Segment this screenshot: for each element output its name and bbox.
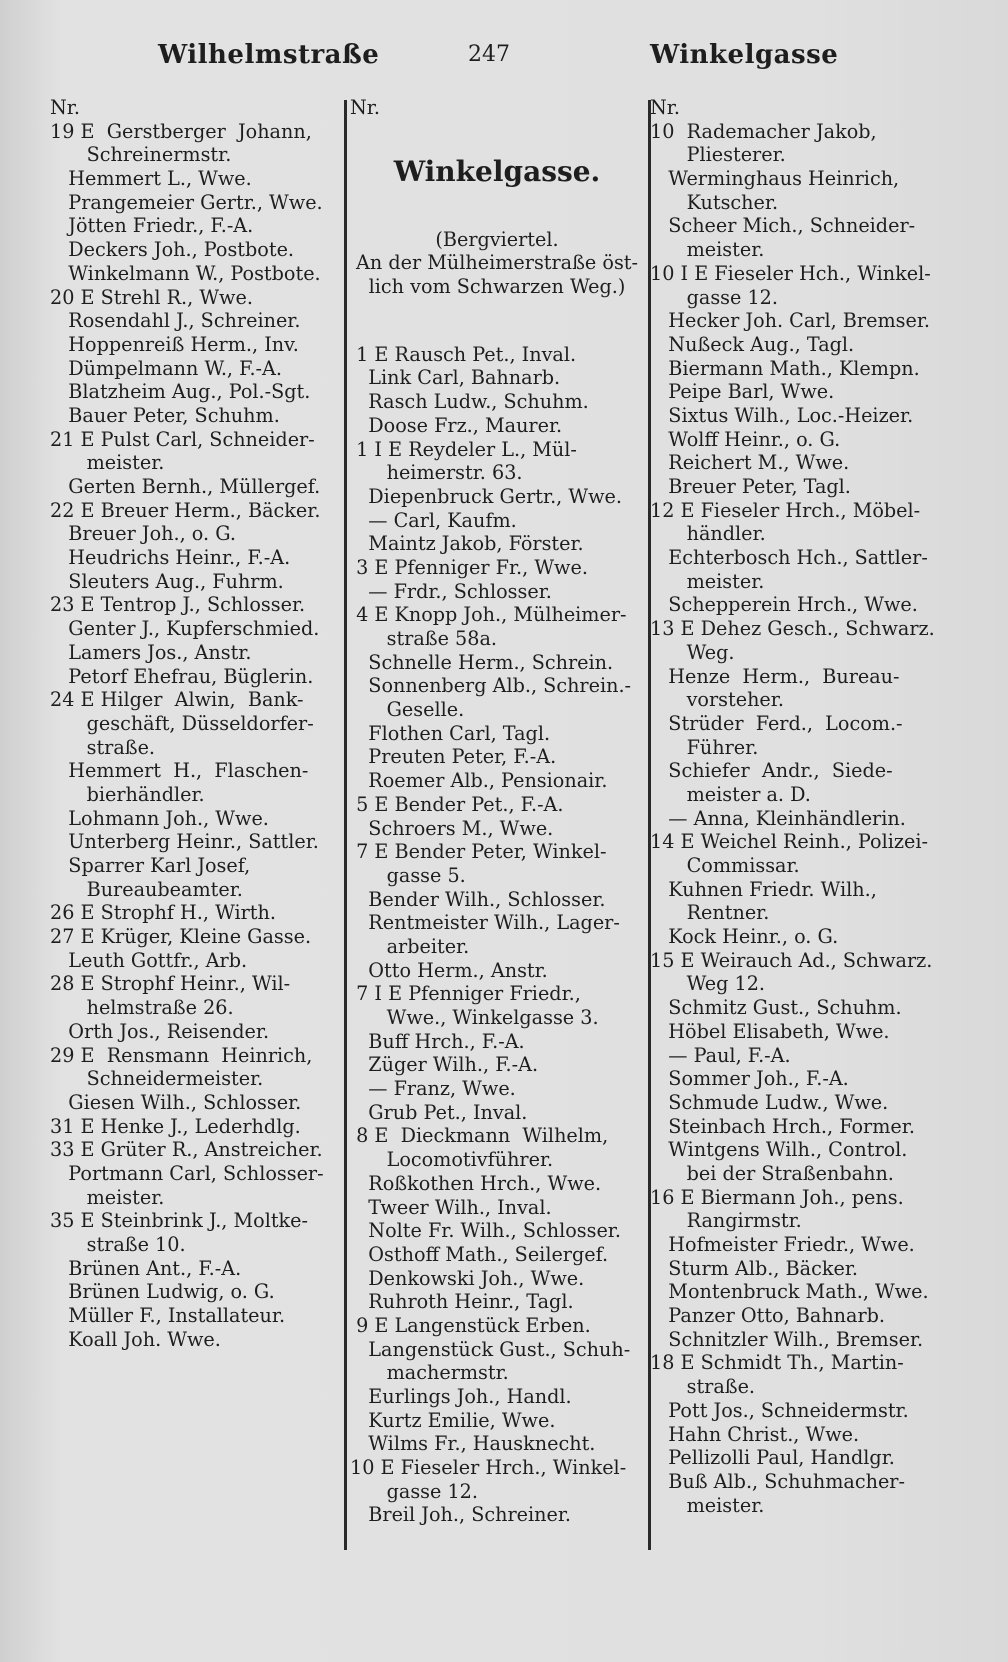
entry-line: gasse 5. [350,863,466,887]
entry-line: Sparrer Karl Josef, [50,854,251,877]
column-rule-left [344,100,347,1550]
entry-line: Sixtus Wilh., Loc.-Heizer. [650,403,914,427]
entry-line: 4 E Knopp Joh., Mülheimer- [350,603,627,627]
entry-line: Langenstück Gust., Schuh- [350,1337,631,1361]
entry-line: Reichert M., Wwe. [650,451,850,475]
entry-line: gasse 12. [650,285,778,309]
entry-line: 19 E Gerstberger Johann, [50,119,312,143]
entry-line: Wolff Heinr., o. G. [650,427,841,451]
entry-line: Denkowski Joh., Wwe. [350,1266,585,1290]
entry-line: Führer. [650,735,759,759]
entry-line: Weg 12. [650,972,766,996]
entry-line: Sleuters Aug., Fuhrm. [50,569,284,593]
entry-line: Gerten Bernh., Müllergef. [50,475,321,498]
entry-line: 33 E Grüter R., Anstreicher. [50,1138,323,1162]
entry-line: 7 I E Pfenniger Friedr., [350,982,581,1006]
entry-line: — Frdr., Schlosser. [350,579,552,603]
column-2 [350,96,644,1527]
entry-line: straße 10. [50,1233,186,1256]
entry-line: Unterberg Heinr., Sattler. [50,830,319,854]
entry-line: Kutscher. [650,190,779,214]
right-running-title: Winkelgasse [650,40,839,70]
entry-line: Deckers Joh., Postbote. [50,238,295,262]
entry-line: Schmude Ludw., Wwe. [650,1090,889,1114]
entry-line: Werminghaus Heinrich, [650,167,900,191]
entry-line: Blatzheim Aug., Pol.-Sgt. [50,380,311,404]
entry-line: Portmann Carl, Schlosser- [50,1161,324,1185]
entry-line: meister. [650,238,765,262]
entry-line: Eurlings Joh., Handl. [350,1385,572,1408]
entry-line: bierhändler. [50,782,205,806]
entry-line: Lamers Jos., Anstr. [50,640,252,664]
entry-line: An der Mülheimerstraße öst- [356,251,638,275]
entry-line: 20 E Strehl R., Wwe. [50,285,253,309]
entry-line: 13 E Dehez Gesch., Schwarz. [650,617,935,641]
entry-line: 16 E Biermann Joh., pens. [650,1185,904,1209]
page-header [0,40,1008,80]
entry-line: Preuten Peter, F.-A. [350,745,557,769]
entry-line: Roemer Alb., Pensionair. [350,769,608,793]
entry-line: Nußeck Aug., Tagl. [650,332,855,356]
entry-line: Genter J., Kupferschmied. [50,617,320,641]
entry-line: Jötten Friedr., F.-A. [50,214,254,238]
entry-line: Lohmann Joh., Wwe. [50,806,269,830]
entry-line: geschäft, Düsseldorfer- [50,711,314,735]
entry-line: 29 E Rensmann Heinrich, [50,1043,313,1067]
entry-line: Sturm Alb., Bäcker. [650,1256,858,1280]
entry-line: helmstraße 26. [50,996,234,1020]
entry-line: Buß Alb., Schuhmacher- [650,1469,905,1493]
entry-line: Henze Herm., Bureau- [650,664,900,688]
entry-line: Hemmert L., Wwe. [50,167,252,191]
entry-line: Roßkothen Hrch., Wwe. [350,1171,602,1195]
entry-line: Doose Frz., Maurer. [350,413,563,437]
entry-line: Flothen Carl, Tagl. [350,721,551,745]
entry-line: Brünen Ant., F.-A. [50,1256,242,1280]
entry-line: — Carl, Kaufm. [350,508,517,532]
entry-line: Breuer Joh., o. G. [50,522,236,546]
entry-line: Petorf Ehefrau, Büglerin. [50,664,314,688]
entry-line: Sonnenberg Alb., Schrein.- [350,674,632,698]
entry-line: Hecker Joh. Carl, Bremser. [650,309,930,333]
entry-line: Winkelmann W., Postbote. [50,261,321,285]
entry-line: Schiefer Andr., Siede- [650,759,893,783]
entry-line: Schepperein Hrch., Wwe. [650,593,918,617]
entry-line: Bauer Peter, Schuhm. [50,403,280,427]
entry-line: Nolte Fr. Wilh., Schlosser. [350,1219,621,1243]
entry-line: machermstr. [350,1361,509,1385]
entry-line: Brünen Ludwig, o. G. [50,1280,275,1304]
entry-line: Diepenbruck Gertr., Wwe. [350,484,622,508]
entry-line: — Franz, Wwe. [350,1077,516,1101]
entry-line: händler. [650,522,766,546]
entry-line: Schnelle Herm., Schrein. [350,650,614,674]
entry-line: Wilms Fr., Hausknecht. [350,1432,596,1456]
entry-line: Hoppenreiß Herm., Inv. [50,332,299,356]
entry-line: 15 E Weirauch Ad., Schwarz. [650,948,933,972]
nr-heading: Nr. [50,96,80,119]
entry-line: lich vom Schwarzen Weg.) [368,275,626,299]
entry-line: Grub Pet., Inval. [350,1100,528,1124]
entry-line: 18 E Schmidt Th., Martin- [650,1351,904,1375]
entry-line: meister. [50,451,165,475]
entry-line: (Bergviertel. [435,227,559,251]
entry-line: meister a. D. [650,782,811,806]
column-1 [50,96,340,1351]
entry-line: meister. [650,1493,765,1517]
entry-line: Montenbruck Math., Wwe. [650,1280,929,1304]
entry-line: Rangirmstr. [650,1209,802,1233]
entry-line: Hahn Christ., Wwe. [650,1422,860,1446]
entry-line: Schneidermeister. [50,1067,264,1091]
entry-line: Orth Jos., Reisender. [50,1019,270,1043]
entry-line: Sommer Joh., F.-A. [650,1067,849,1091]
entry-line: Müller F., Installateur. [50,1304,286,1328]
nr-heading: Nr. [650,96,680,119]
entry-line: Wintgens Wilh., Control. [650,1138,908,1162]
entry-line: 10 E Fieseler Hrch., Winkel- [350,1456,627,1480]
entry-line: vorsteher. [650,688,784,712]
entry-line: Rosendahl J., Schreiner. [50,309,301,333]
entry-line: meister. [50,1185,165,1209]
entry-line: Osthoff Math., Seilergef. [350,1242,609,1266]
entry-line: Pellizolli Paul, Handlgr. [650,1446,895,1470]
entry-line: Breuer Peter, Tagl. [650,475,851,498]
entry-line: Giesen Wilh., Schlosser. [50,1090,302,1114]
column-3-entries [650,120,950,1518]
entry-line: 21 E Pulst Carl, Schneider- [50,427,315,451]
entry-line: 24 E Hilger Alwin, Bank- [50,688,304,712]
entry-line: Pott Jos., Schneidermstr. [650,1398,909,1422]
entry-line: 1 I E Reydeler L., Mül- [350,437,577,461]
entry-line: Kock Heinr., o. G. [650,925,839,949]
entry-line: Breil Joh., Schreiner. [350,1503,571,1527]
entry-line: Tweer Wilh., Inval. [350,1195,552,1219]
entry-line: gasse 12. [350,1479,478,1503]
entry-line: meister. [650,569,765,593]
entry-line: 3 E Pfenniger Fr., Wwe. [350,555,588,579]
entry-line: Kuhnen Friedr. Wilh., [650,877,877,901]
entry-line: Schmitz Gust., Schuhm. [650,996,902,1020]
entry-line: bei der Straßenbahn. [650,1161,894,1185]
entry-line: Heudrichs Heinr., F.-A. [50,546,291,570]
entry-line: 9 E Langenstück Erben. [350,1313,591,1337]
entry-line: Hemmert H., Flaschen- [50,759,309,783]
entry-line: — Anna, Kleinhändlerin. [650,806,906,830]
entry-line: 8 E Dieckmann Wilhelm, [350,1124,609,1148]
entry-line: 10 Rademacher Jakob, [650,119,877,143]
entry-line: Scheer Mich., Schneider- [650,214,916,238]
column-2-entries [350,343,644,1527]
nr-heading: Nr. [350,96,380,119]
entry-line: Bureaubeamter. [50,877,243,901]
entry-line: 22 E Breuer Herm., Bäcker. [50,498,321,522]
entry-line: Wwe., Winkelgasse 3. [350,1006,599,1029]
entry-line: Züger Wilh., F.-A. [350,1053,539,1077]
entry-line: Weg. [650,640,735,664]
entry-line: Panzer Otto, Bahnarb. [650,1304,886,1328]
entry-line: Echterbosch Hch., Sattler- [650,546,928,570]
entry-line: Strüder Ferd., Locom.- [650,711,903,735]
entry-line: 7 E Bender Peter, Winkel- [350,840,607,864]
entry-line: Schreinermstr. [50,143,232,167]
entry-line: straße. [50,735,156,759]
entry-line: Kurtz Emilie, Wwe. [350,1408,556,1432]
entry-line: Locomotivführer. [350,1148,554,1172]
column-3 [650,96,950,1517]
entry-line: 5 E Bender Pet., F.-A. [350,792,564,816]
entry-line: Link Carl, Bahnarb. [350,366,561,390]
entry-line: Pliesterer. [650,143,786,167]
entry-line: Geselle. [350,698,465,722]
street-title: Winkelgasse. [393,154,601,188]
entry-line: Otto Herm., Anstr. [350,958,548,982]
entry-line: 35 E Steinbrink J., Moltke- [50,1209,309,1233]
entry-line: Prangemeier Gertr., Wwe. [50,190,323,214]
entry-line: Peipe Barl, Wwe. [650,380,835,404]
entry-line: Dümpelmann W., F.-A. [50,356,282,380]
column-1-entries [50,120,340,1352]
entry-line: straße. [650,1375,756,1399]
entry-line: Biermann Math., Klempn. [650,356,920,380]
spacer [350,299,644,343]
entry-line: Maintz Jakob, Förster. [350,532,584,556]
entry-line: Höbel Elisabeth, Wwe. [650,1019,890,1043]
entry-line: arbeiter. [350,934,470,958]
entry-line: Schroers M., Wwe. [350,816,554,840]
entry-line: Buff Hrch., F.-A. [350,1029,525,1053]
entry-line: Rentmeister Wilh., Lager- [350,911,620,935]
entry-line: Leuth Gottfr., Arb. [50,948,248,972]
entry-line: — Paul, F.-A. [650,1043,791,1067]
entry-line: straße 58a. [350,627,497,650]
entry-line: Ruhroth Heinr., Tagl. [350,1290,574,1314]
entry-line: Rentner. [650,901,770,925]
entry-line: 27 E Krüger, Kleine Gasse. [50,925,312,949]
entry-line: Steinbach Hrch., Former. [650,1114,915,1138]
entry-line: 28 E Strophf Heinr., Wil- [50,972,291,996]
entry-line: 23 E Tentrop J., Schlosser. [50,593,306,617]
entry-line: 31 E Henke J., Lederhdlg. [50,1114,301,1138]
entry-line: Hofmeister Friedr., Wwe. [650,1233,915,1256]
entry-line: 14 E Weichel Reinh., Polizei- [650,830,928,854]
entry-line: Schnitzler Wilh., Bremser. [650,1327,924,1351]
district-note [350,228,644,299]
entry-line: 1 E Rausch Pet., Inval. [350,342,577,366]
entry-line: Koall Joh. Wwe. [50,1327,221,1351]
entry-line: 26 E Strophf H., Wirth. [50,901,276,925]
left-running-title: Wilhelmstraße [158,40,380,70]
entry-line: heimerstr. 63. [350,461,523,485]
entry-line: Rasch Ludw., Schuhm. [350,390,589,414]
entry-line: Bender Wilh., Schlosser. [350,887,606,911]
entry-line: 10 I E Fieseler Hch., Winkel- [650,261,931,285]
entry-line: 12 E Fieseler Hrch., Möbel- [650,498,921,522]
entry-line: Commissar. [650,854,800,877]
page-number: 247 [468,42,510,67]
